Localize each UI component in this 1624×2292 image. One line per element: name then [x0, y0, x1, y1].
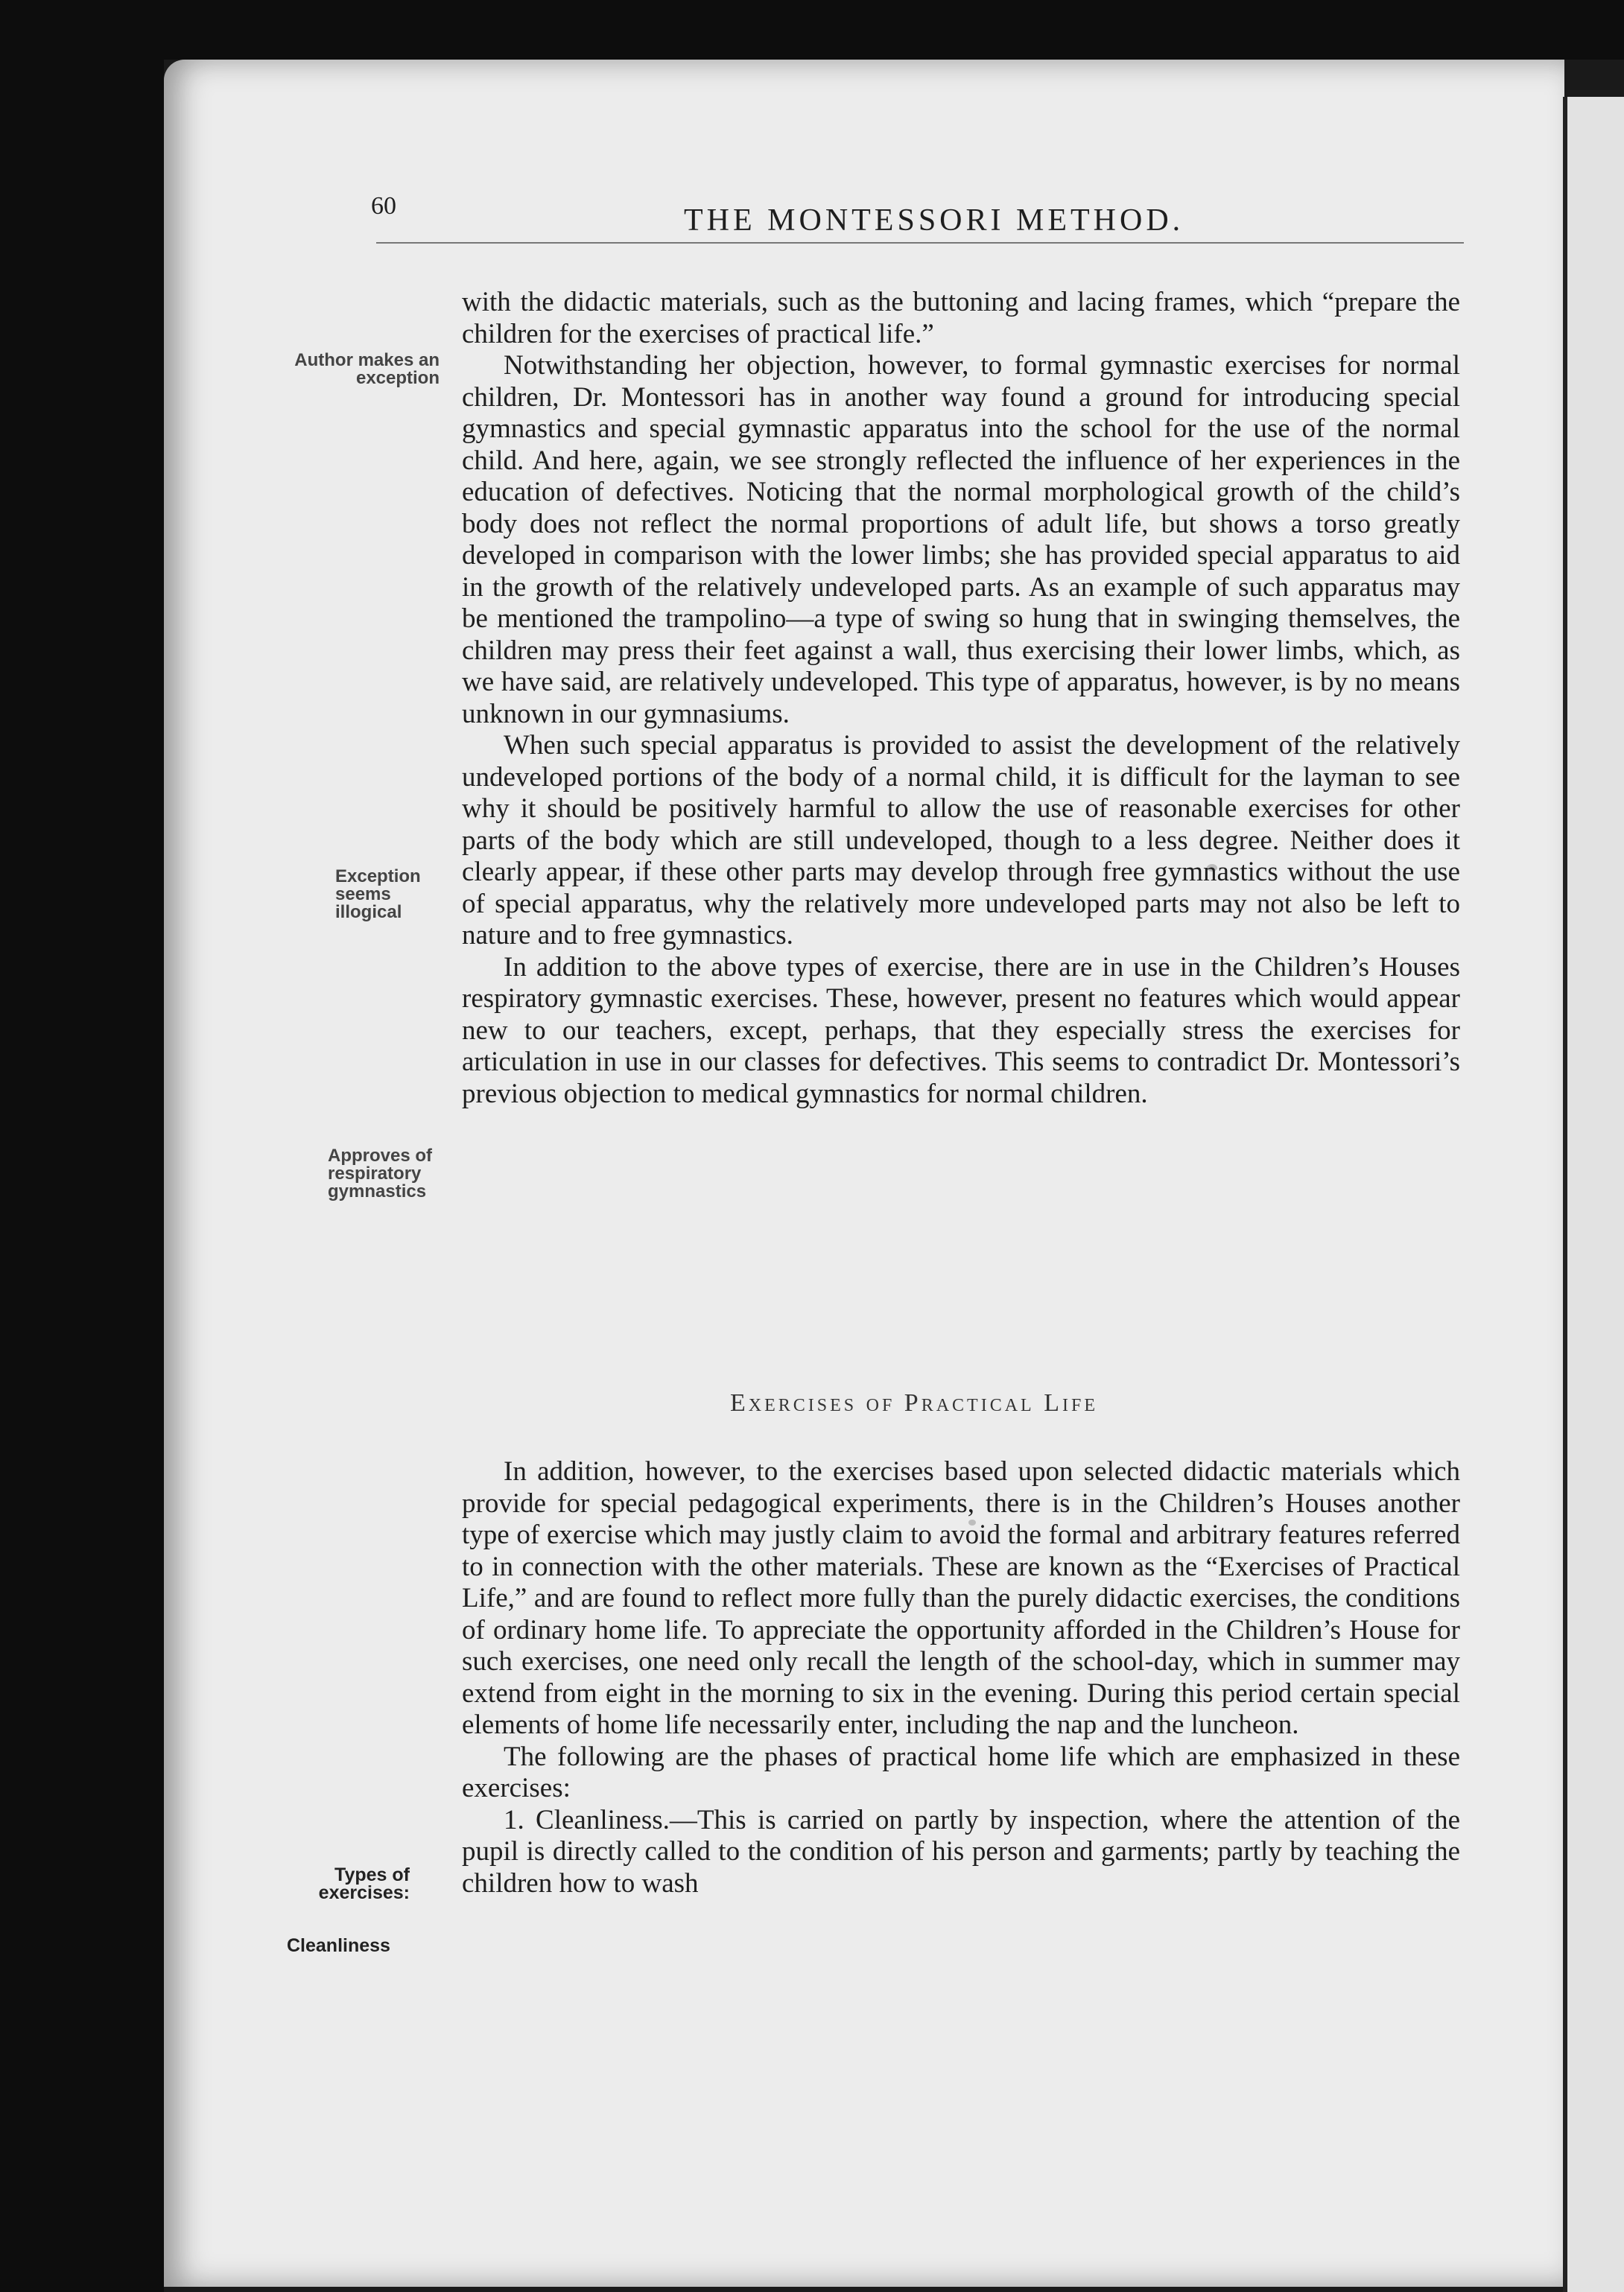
scan-left-edge [0, 0, 164, 2292]
header-rule [376, 242, 1464, 244]
margin-note-cleanliness: Cleanliness [287, 1935, 390, 1956]
paragraph: 1. Cleanliness.—This is carried on partly by inspection, where the attention of the pupil is directly called to the condition of his person and garments; partly by teaching the children how to wash [462, 1804, 1460, 1899]
body-text-top [462, 287, 1460, 1110]
paragraph: In addition, however, to the exercises based upon selected didactic materials which provide for special pedagogical experiments, there is in the Children’s Houses another type of exercise which may justly claim to avoid the formal and arbitrary features referred to in connection with the other materials. These are known as the “Exercises of Practical Life,” and are found to reflect more fully than the purely didactic exercises, the conditions of ordinary home life. To appreciate the opportunity afforded in the Children’s House for such exercises, one need only recall the length of the school-day, which in summer may extend from eight in the morning to six in the evening. During this period certain special elements of home life necessarily enter, including the nap and the luncheon. [462, 1456, 1460, 1740]
paragraph: with the didactic materials, such as the buttoning and lacing frames, which “prepare the children for the exercises of practical life.” [462, 287, 1460, 349]
margin-note-respiratory: Approves of respiratory gymnastics [328, 1146, 433, 1201]
body-text-bottom [462, 1456, 1460, 1899]
margin-note-exception-illogical: Exception seems illogical [335, 866, 421, 922]
scan-top-edge [0, 0, 1624, 60]
margin-note-types-of-exercises: Types of exercises: [318, 1864, 410, 1903]
paragraph: Notwithstanding her objection, however, to formal gymnastic exercises for normal children, Dr. Montessori has in another way found a ground for introducing special gymnastics and special gymnastic apparatus into the school for the use of the normal child. And here, again, we see strongly reflected the influence of her experiences in the education of defectives. Noticing that the normal morphological growth of the child’s body does not reflect the normal proportions of adult life, but shows a torso greatly developed in comparison with the lower limbs; she has provided special apparatus to aid in the growth of the relatively undeveloped parts. As an example of such apparatus may be mentioned the trampolino—a type of swing so hung that in swinging themselves, the children may press their feet against a wall, thus exercising their lower limbs, which, as we have said, are relatively undeveloped. This type of apparatus, however, is by no means unknown in our gymnasiums. [462, 350, 1460, 729]
margin-note-author-exception: Author makes an exception [294, 350, 440, 388]
page-number: 60 [371, 192, 396, 220]
paragraph: The following are the phases of practical home life which are emphasized in these exercises: [462, 1741, 1460, 1803]
facing-page-edge [1563, 97, 1624, 2292]
paragraph: When such special apparatus is provided to assist the development of the relatively undeveloped portions of the body of a normal child, it is difficult for the layman to see why it should be positively harmful to allow the use of reasonable exercises for other parts of the body which are still undeveloped, though to a less degree. Neither does it clearly appear, if these other parts may develop through free gymnastics without the use of special apparatus, why the relatively more undeveloped parts may not also be left to nature and to free gymnastics. [462, 730, 1460, 950]
section-heading: Exercises of Practical Life [730, 1389, 1098, 1417]
paragraph: In addition to the above types of exercise, there are in use in the Children’s Houses respiratory gymnastic exercises. These, however, present no features which would appear new to our teachers, except, perhaps, that they especially stress the exercises for articulation in use in our classes for defectives. This seems to contradict Dr. Montessori’s previous objection to medical gymnastics for normal children. [462, 951, 1460, 1109]
running-title: THE MONTESSORI METHOD. [684, 203, 1184, 238]
